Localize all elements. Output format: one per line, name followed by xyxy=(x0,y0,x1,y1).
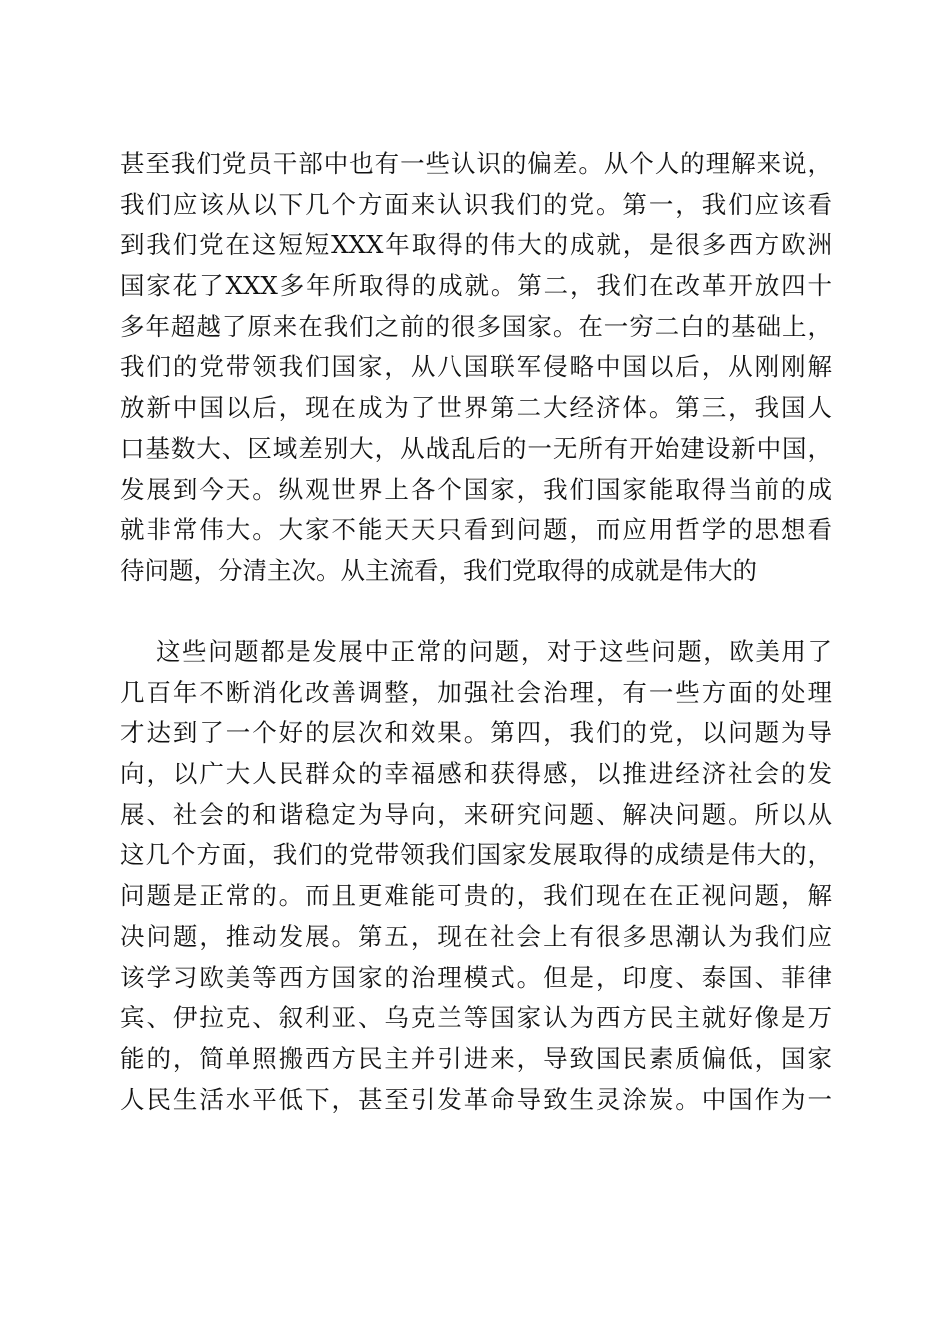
paragraph-2-line-8: 决问题，推动发展。第五，现在社会上有很多思潮认为我们应 xyxy=(120,921,832,951)
paragraph-1-line-9: 发展到今天。纵观世界上各个国家，我们国家能取得当前的成 xyxy=(120,474,832,504)
paragraph-1 xyxy=(120,144,832,592)
paragraph-2-line-3: 才达到了一个好的层次和效果。第四，我们的党，以问题为导 xyxy=(120,718,832,748)
paragraph-1-line-6: 我们的党带领我们国家，从八国联军侵略中国以后，从刚刚解 xyxy=(120,352,832,382)
paragraph-1-line-4: 国家花了XXX多年所取得的成就。第二，我们在改革开放四十 xyxy=(120,271,832,301)
paragraph-2 xyxy=(120,632,832,1120)
paragraph-2-line-5: 展、社会的和谐稳定为导向，来研究问题、解决问题。所以从 xyxy=(120,799,832,829)
paragraph-2-line-11: 能的，简单照搬西方民主并引进来，导致国民素质偏低，国家 xyxy=(120,1043,832,1073)
paragraph-1-line-2: 我们应该从以下几个方面来认识我们的党。第一，我们应该看 xyxy=(120,189,832,219)
paragraph-1-line-7: 放新中国以后，现在成为了世界第二大经济体。第三，我国人 xyxy=(120,393,832,423)
paragraph-2-line-7: 问题是正常的。而且更难能可贵的，我们现在在正视问题，解 xyxy=(120,881,832,911)
paragraph-2-line-1: 这些问题都是发展中正常的问题，对于这些问题，欧美用了 xyxy=(156,637,832,666)
paragraph-1-line-10: 就非常伟大。大家不能天天只看到问题，而应用哲学的思想看 xyxy=(120,515,832,545)
paragraph-2-line-2: 几百年不断消化改善调整，加强社会治理，有一些方面的处理 xyxy=(120,677,832,707)
paragraph-2-line-12: 人民生活水平低下，甚至引发革命导致生灵涂炭。中国作为一 xyxy=(120,1084,832,1114)
paragraph-2-line-6: 这几个方面，我们的党带领我们国家发展取得的成绩是伟大的， xyxy=(120,840,832,870)
paragraph-1-line-5: 多年超越了原来在我们之前的很多国家。在一穷二白的基础上， xyxy=(120,311,832,341)
paragraph-2-line-10: 宾、伊拉克、叙利亚、乌克兰等国家认为西方民主就好像是万 xyxy=(120,1003,832,1033)
paragraph-1-line-11: 待问题，分清主次。从主流看，我们党取得的成就是伟大的 xyxy=(120,555,757,585)
paragraph-1-line-3: 到我们党在这短短XXX年取得的伟大的成就，是很多西方欧洲 xyxy=(120,230,832,260)
paragraph-1-line-8: 口基数大、区域差别大，从战乱后的一无所有开始建设新中国， xyxy=(120,433,832,463)
paragraph-2-line-4: 向，以广大人民群众的幸福感和获得感，以推进经济社会的发 xyxy=(120,759,832,789)
paragraph-1-line-1: 甚至我们党员干部中也有一些认识的偏差。从个人的理解来说， xyxy=(120,149,832,178)
paragraph-2-line-9: 该学习欧美等西方国家的治理模式。但是，印度、泰国、菲律 xyxy=(120,962,832,992)
